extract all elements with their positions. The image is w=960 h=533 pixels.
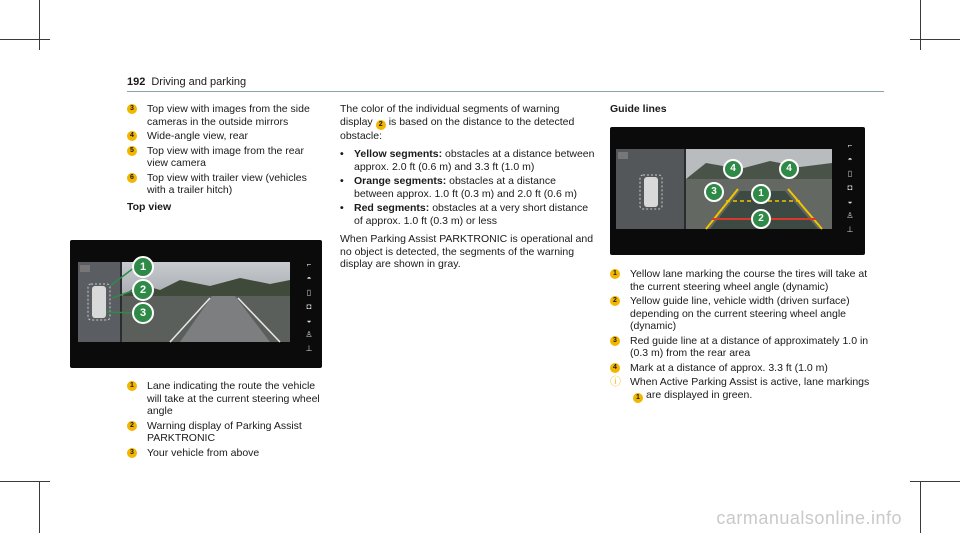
- crop-mark: [0, 481, 50, 482]
- callout-4a: 4: [723, 159, 743, 179]
- camera-icon[interactable]: ⌐: [847, 141, 853, 150]
- number-badge: 2: [610, 296, 620, 306]
- page-header: [127, 76, 246, 88]
- number-badge: 5: [127, 146, 137, 156]
- bullet-text: obstacles at a very short distance of approx. 1.0 ft (0.3 m) or less: [354, 202, 589, 227]
- crop-mark: [39, 481, 40, 533]
- legend-item: [127, 380, 327, 418]
- page-number: 192: [127, 76, 146, 88]
- intro-text-a: The color of the individual segments of warning display: [340, 103, 560, 128]
- number-badge: 1: [127, 381, 137, 391]
- view-icon[interactable]: ◘: [306, 302, 312, 311]
- callout-3: 3: [704, 182, 724, 202]
- legend-text: Mark at a distance of approx. 3.3 ft (1.0 m): [630, 361, 828, 374]
- crop-mark: [0, 39, 50, 40]
- intro-paragraph: [340, 103, 595, 142]
- trailer-icon[interactable]: ♙: [305, 330, 313, 339]
- wide-angle-icon[interactable]: ◒: [306, 316, 312, 325]
- legend-text: Warning display of Parking Assist PARKTRONIC: [147, 419, 302, 444]
- legend-item: [610, 335, 875, 360]
- callout-2: 2: [751, 209, 771, 229]
- bullet-dot: •: [340, 202, 344, 214]
- number-badge: 4: [610, 363, 620, 373]
- guide-lines-figure: [610, 127, 865, 255]
- top-view-figure: [70, 240, 322, 368]
- number-badge: 3: [127, 448, 137, 458]
- hitch-icon[interactable]: ⊥: [846, 225, 854, 234]
- bullet-item: [340, 175, 595, 200]
- number-badge: 2: [376, 120, 386, 130]
- info-icon: ⓘ: [610, 376, 621, 388]
- car-rear-icon[interactable]: ◓: [306, 274, 312, 283]
- header-rule: [127, 91, 884, 92]
- legend-item: [610, 295, 875, 333]
- number-badge: 2: [127, 421, 137, 431]
- trailer-icon[interactable]: ♙: [846, 211, 854, 220]
- view-icon[interactable]: ◘: [847, 183, 853, 192]
- middle-column: [340, 103, 595, 271]
- car-top-icon[interactable]: ▯: [306, 288, 312, 297]
- number-badge: 6: [127, 173, 137, 183]
- note-text-a: When Active Parking Assist is active, lane markings: [630, 376, 870, 388]
- legend-item: [610, 268, 875, 293]
- crop-mark: [910, 39, 960, 40]
- callout-lines: [70, 240, 322, 368]
- watermark: carmanualsonline.info: [716, 508, 902, 528]
- list-item: [127, 130, 327, 143]
- bullet-label: Yellow segments:: [354, 148, 443, 160]
- section-title: Driving and parking: [151, 76, 247, 88]
- callout-1: 1: [751, 184, 771, 204]
- list-item: [127, 145, 327, 170]
- number-badge: 1: [610, 269, 620, 279]
- legend-text: Your vehicle from above: [147, 446, 260, 459]
- vehicle-icon: [644, 177, 658, 207]
- number-badge: 3: [127, 104, 137, 114]
- car-rear-icon[interactable]: ◓: [847, 155, 853, 164]
- wide-angle-icon[interactable]: ◒: [847, 197, 853, 206]
- bullet-label: Red segments:: [354, 202, 430, 214]
- number-badge: 4: [127, 131, 137, 141]
- bullet-label: Orange segments:: [354, 175, 447, 187]
- legend-text: Yellow guide line, vehicle width (driven surface) depending on the current steering wheel angle (dynamic): [630, 295, 850, 332]
- note: [610, 376, 875, 403]
- guide-lines-legend: [610, 268, 875, 405]
- list-item: [127, 103, 327, 128]
- legend-text: Lane indicating the route the vehicle will take at the current steering wheel angle: [147, 380, 320, 417]
- number-badge: 3: [610, 336, 620, 346]
- number-badge: 1: [633, 393, 643, 403]
- legend-item: [610, 362, 875, 375]
- legend-text: Red guide line at a distance of approximately 1.0 in (0.3 m) from the rear area: [630, 334, 869, 359]
- crop-mark: [39, 0, 40, 50]
- bullet-item: [340, 202, 595, 227]
- callout-1: 1: [132, 256, 154, 278]
- list-item: [127, 172, 327, 197]
- list-item-text: Wide-angle view, rear: [147, 130, 248, 142]
- hitch-icon[interactable]: ⊥: [305, 344, 313, 353]
- bullet-item: [340, 148, 595, 173]
- crop-mark: [920, 0, 921, 50]
- closing-paragraph: When Parking Assist PARKTRONIC is operational and no object is detected, the segments of the warning display are shown in gray.: [340, 233, 594, 270]
- callout-3: 3: [132, 302, 154, 324]
- legend-text: Yellow lane marking the course the tires will take at the current steering wheel angle (dynamic): [630, 268, 868, 293]
- list-item-text: Top view with trailer view (vehicles with a trailer hitch): [147, 171, 307, 196]
- legend-item: [127, 447, 327, 460]
- crop-mark: [920, 481, 921, 533]
- intro-text-b: is based on the distance to the detected obstacle:: [340, 115, 575, 142]
- right-column-heading: [610, 103, 875, 122]
- list-item-text: Top view with image from the rear view camera: [147, 144, 304, 169]
- left-column: [127, 103, 327, 219]
- crop-mark: [910, 481, 960, 482]
- bullet-text: obstacles at a distance between approx. 1.0 ft (0.3 m) and 2.0 ft (0.6 m): [354, 175, 577, 200]
- list-item-text: Top view with images from the side cameras in the outside mirrors: [147, 103, 310, 128]
- section-heading: Top view: [127, 200, 172, 213]
- bullet-dot: •: [340, 175, 344, 187]
- legend-item: [127, 420, 327, 445]
- callout-2: 2: [132, 279, 154, 301]
- section-heading: Guide lines: [610, 103, 667, 115]
- callout-4b: 4: [779, 159, 799, 179]
- bullet-text: obstacles at a distance between approx. 2.0 ft (0.6 m) and 3.3 ft (1.0 m): [354, 148, 595, 173]
- note-text-b: are displayed in green.: [646, 388, 753, 401]
- top-view-legend: [127, 380, 327, 461]
- car-top-icon[interactable]: ▯: [847, 169, 853, 178]
- camera-display: [610, 127, 865, 255]
- bullet-dot: •: [340, 148, 344, 160]
- pre-label: [618, 152, 628, 159]
- camera-icon[interactable]: ⌐: [306, 260, 312, 269]
